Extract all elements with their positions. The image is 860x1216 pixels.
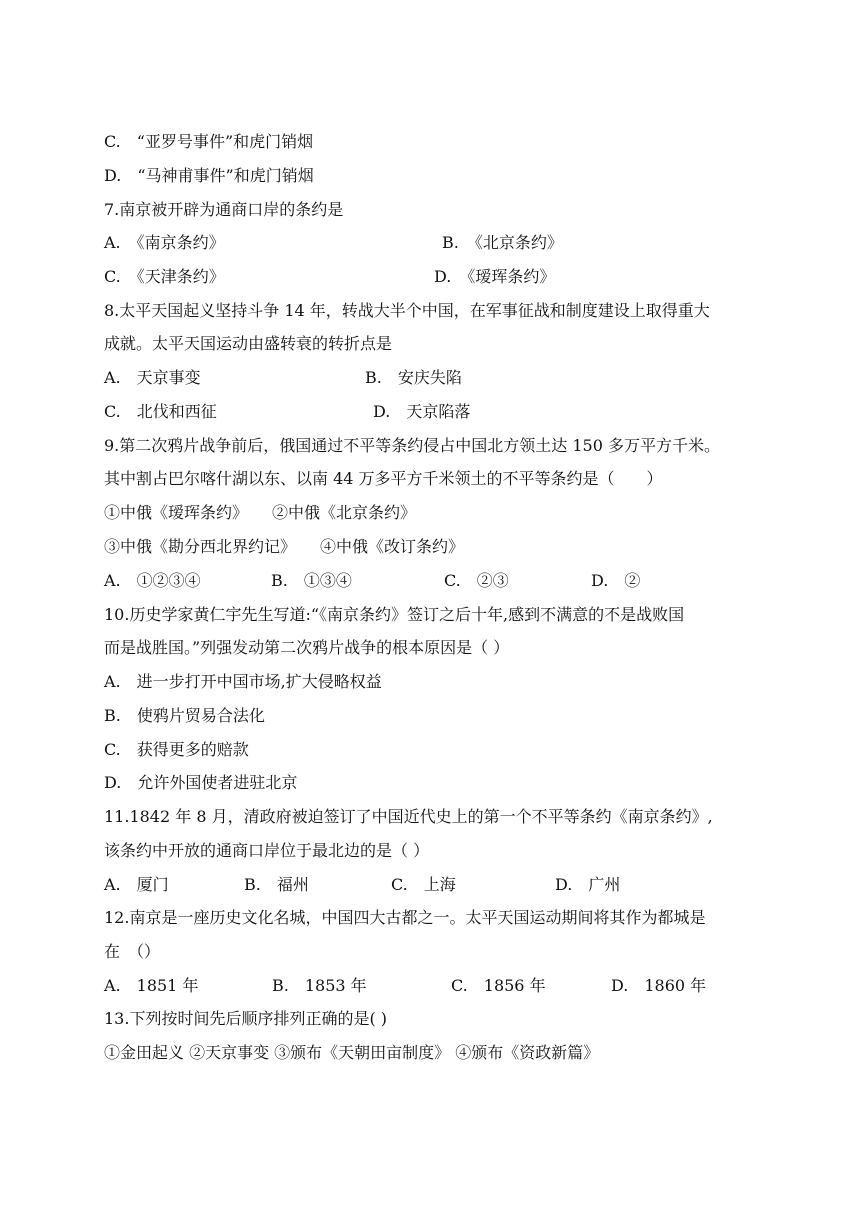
question-items-continued: ③中俄《勘分西北界约记》 ④中俄《改订条约》 bbox=[104, 537, 465, 556]
option-c: C. 《天津条约》 bbox=[104, 267, 225, 286]
option-d: D. 天京陷落 bbox=[373, 402, 471, 421]
question-stem: 9.第二次鸦片战争前后，俄国通过不平等条约侵占中国北方领土达 150 多万平方千米。 bbox=[104, 436, 720, 455]
option-c: C. “亚罗号事件”和虎门销烟 bbox=[104, 132, 314, 151]
option-b: B. 《北京条约》 bbox=[442, 233, 563, 252]
question-stem-continued: 其中割占巴尔喀什湖以东、以南 44 万多平方千米领土的不平等条约是（ ） bbox=[104, 469, 663, 488]
option-a: A. 天京事变 bbox=[104, 368, 201, 387]
option-a: A. 《南京条约》 bbox=[104, 233, 225, 252]
option-a: A. 进一步打开中国市场,扩大侵略权益 bbox=[104, 672, 382, 691]
question-stem-continued: 该条约中开放的通商口岸位于最北边的是（ ） bbox=[104, 841, 430, 860]
option-d: D. “马神甫事件”和虎门销烟 bbox=[104, 166, 314, 185]
question-stem: 10.历史学家黄仁宇先生写道:“《南京条约》签订之后十年,感到不满意的不是战败国 bbox=[104, 605, 685, 624]
option-d: D. ② bbox=[591, 571, 641, 590]
question-stem-continued: 在 （） bbox=[104, 942, 161, 961]
option-c: C. 获得更多的赔款 bbox=[104, 740, 249, 759]
option-c: C. 1856 年 bbox=[451, 976, 546, 995]
option-d: D. 允许外国使者进驻北京 bbox=[104, 773, 298, 792]
question-stem: 11.1842 年 8 月，清政府被迫签订了中国近代史上的第一个不平等条约《南京条约》, bbox=[104, 807, 713, 826]
question-items: ①中俄《瑷珲条约》 ②中俄《北京条约》 bbox=[104, 503, 417, 522]
option-c: C. ②③ bbox=[444, 571, 509, 590]
option-d: D. 《瑷珲条约》 bbox=[434, 267, 556, 286]
option-b: B. ①③④ bbox=[271, 571, 352, 590]
option-d: D. 广州 bbox=[555, 875, 621, 894]
question-stem: 8.太平天国起义坚持斗争 14 年，转战大半个中国，在军事征战和制度建设上取得重大 bbox=[104, 301, 710, 320]
option-c: C. 上海 bbox=[391, 875, 456, 894]
option-b: B. 福州 bbox=[244, 875, 309, 894]
question-stem-continued: 成就。太平天国运动由盛转衰的转折点是 bbox=[104, 334, 393, 353]
option-b: B. 使鸦片贸易合法化 bbox=[104, 706, 265, 725]
question-items: ①金田起义 ②天京事变 ③颁布《天朝田亩制度》 ④颁布《资政新篇》 bbox=[104, 1043, 600, 1062]
option-a: A. 1851 年 bbox=[104, 976, 199, 995]
question-stem-continued: 而是战胜国。”列强发动第二次鸦片战争的根本原因是（ ） bbox=[104, 638, 510, 657]
question-stem: 13.下列按时间先后顺序排列正确的是( ) bbox=[104, 1009, 388, 1028]
option-a: A. ①②③④ bbox=[104, 571, 201, 590]
option-c: C. 北伐和西征 bbox=[104, 402, 217, 421]
option-a: A. 厦门 bbox=[104, 875, 169, 894]
question-stem: 12.南京是一座历史文化名城，中国四大古都之一。太平天国运动期间将其作为都城是 bbox=[104, 908, 706, 927]
option-b: B. 1853 年 bbox=[272, 976, 367, 995]
question-stem: 7.南京被开辟为通商口岸的条约是 bbox=[104, 200, 344, 219]
option-b: B. 安庆失陷 bbox=[365, 368, 462, 387]
option-d: D. 1860 年 bbox=[611, 976, 707, 995]
